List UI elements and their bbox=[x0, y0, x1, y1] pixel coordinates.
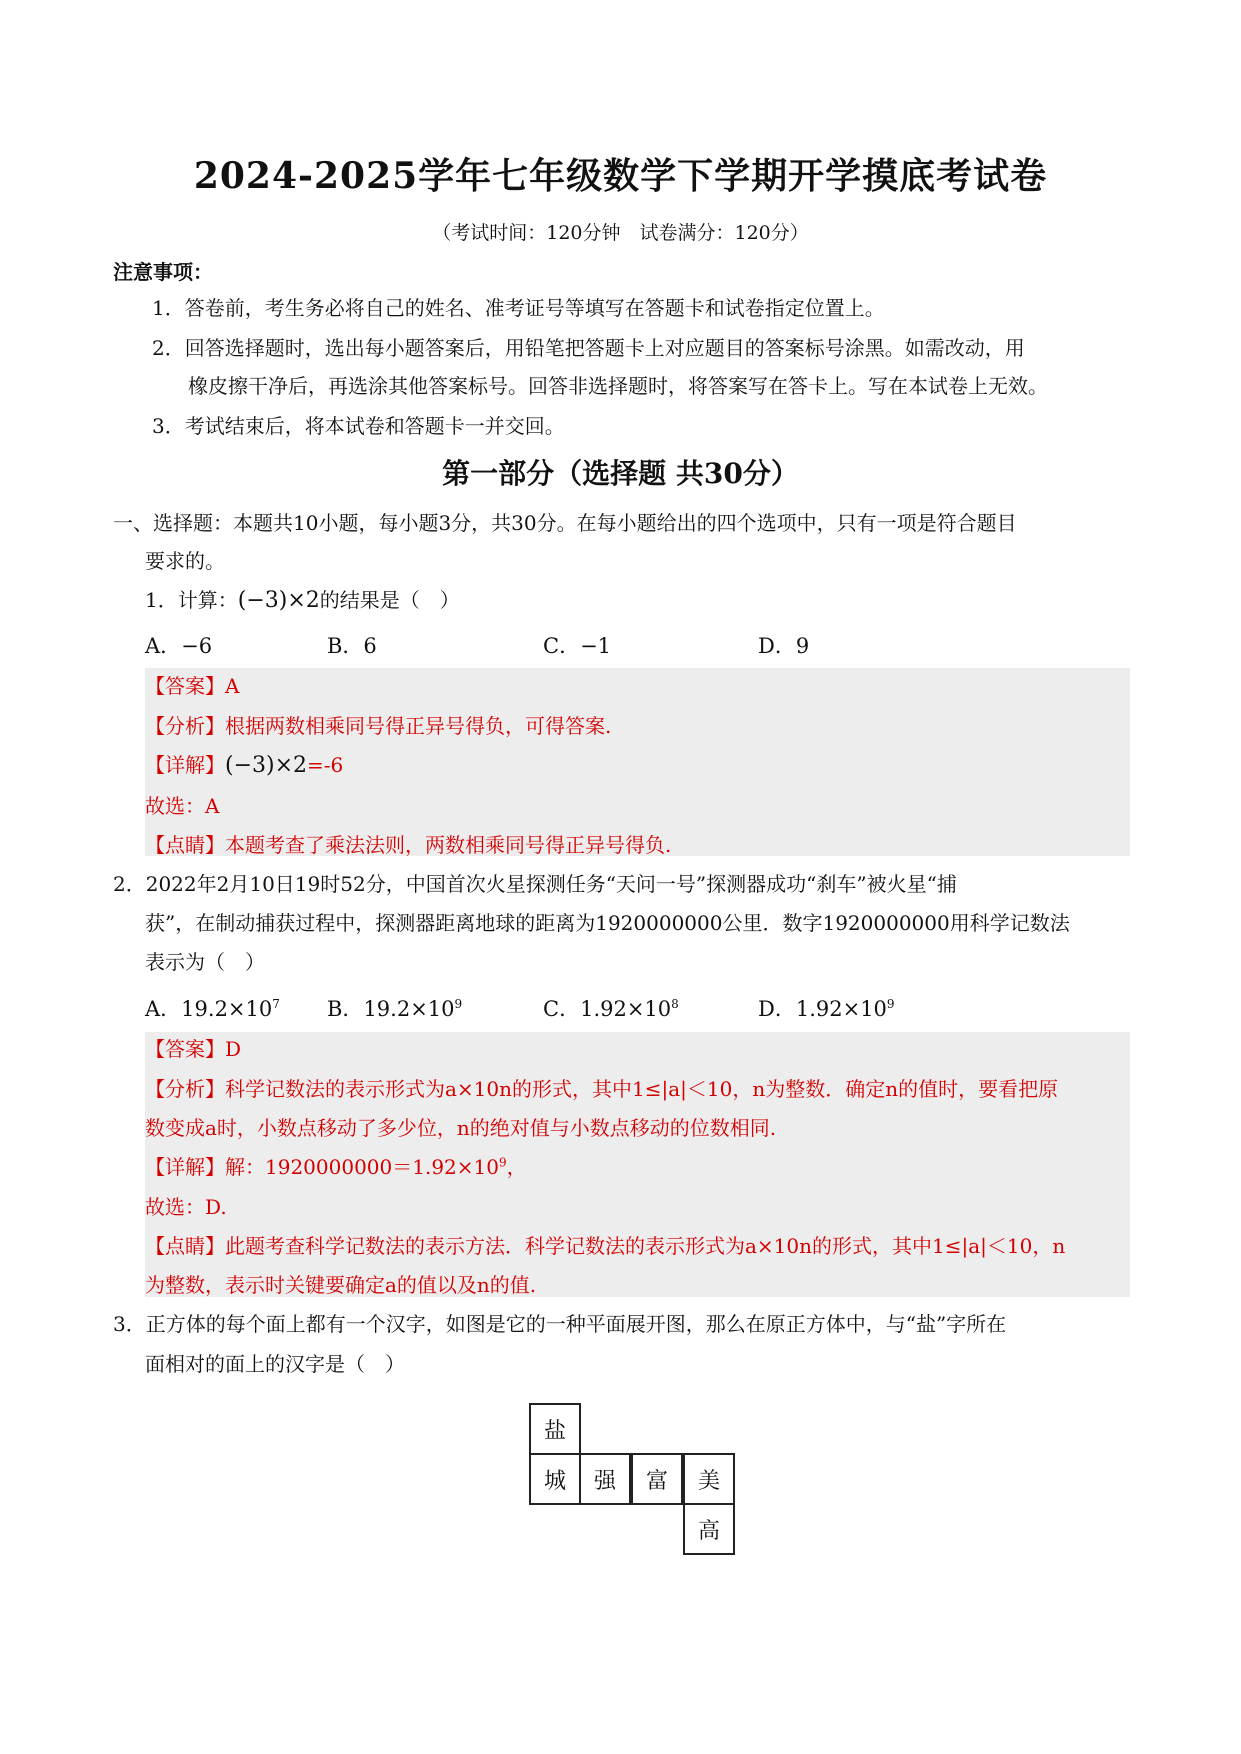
q1-option-d: D．9 bbox=[758, 634, 810, 658]
q2-option-d-exp: 9 bbox=[886, 997, 895, 1011]
q2-detail bbox=[145, 1153, 527, 1181]
q2-analysis-line1: 【分析】科学记数法的表示形式为a×10n的形式，其中1≤|a|＜10，n为整数．确定n的值时，要看把原 bbox=[145, 1077, 1059, 1101]
q2-choice: 故选：D. bbox=[145, 1195, 227, 1219]
part1-instruction: 一、选择题：本题共10小题，每小题3分，共30分。在每小题给出的四个选项中，只有一项是符合题目 bbox=[113, 511, 1017, 535]
q2-stem-line3: 表示为（ ） bbox=[145, 950, 265, 974]
net-cell-yan: 盐 bbox=[529, 1403, 581, 1455]
q1-stem-math: (−3)×2 bbox=[237, 588, 320, 613]
q2-stem-line1: 2．2022年2月10日19时52分，中国首次火星探测任务“天问一号”探测器成功“刹车”被火星“捕 bbox=[113, 872, 957, 896]
q1-option-a: A．−6 bbox=[145, 634, 213, 658]
q1-answer: 【答案】A bbox=[145, 674, 240, 698]
q2-option-a-base: 19.2×10 bbox=[181, 997, 273, 1021]
notice-item-1: 1．答卷前，考生务必将自己的姓名、准考证号等填写在答题卡和试卷指定位置上。 bbox=[152, 296, 885, 320]
q2-stem-line2: 获”，在制动捕获过程中，探测器距离地球的距离为1920000000公里．数字1920000000用科学记数法 bbox=[145, 911, 1070, 935]
net-cell-mei: 美 bbox=[683, 1453, 735, 1505]
q2-option-a-exp: 7 bbox=[272, 997, 280, 1011]
q2-option-b bbox=[327, 993, 462, 1023]
q1-stem-prefix: 1．计算： bbox=[145, 588, 238, 612]
q2-option-b-label: B． bbox=[327, 997, 364, 1021]
net-cell-gao: 高 bbox=[683, 1503, 735, 1555]
q1-stem-suffix: 的结果是（ ） bbox=[319, 588, 460, 612]
q2-option-b-base: 19.2×10 bbox=[363, 997, 455, 1021]
q2-option-d bbox=[758, 993, 895, 1023]
q2-analysis-line2: 数变成a时，小数点移动了多少位，n的绝对值与小数点移动的位数相同. bbox=[145, 1116, 777, 1140]
net-cell-qiang: 强 bbox=[579, 1453, 631, 1505]
q2-comment-line1: 【点睛】此题考查科学记数法的表示方法．科学记数法的表示形式为a×10n的形式，其中1≤|a|＜10，n bbox=[145, 1234, 1066, 1258]
q2-option-c bbox=[543, 993, 679, 1023]
notice-item-2-cont: 橡皮擦干净后，再选涂其他答案标号。回答非选择题时，将答案写在答卡上。写在本试卷上无效。 bbox=[188, 374, 1048, 398]
q2-option-c-exp: 8 bbox=[671, 997, 679, 1011]
q1-comment: 【点睛】本题考查了乘法法则，两数相乘同号得正异号得负. bbox=[145, 833, 672, 857]
notice-item-3: 3．考试结束后，将本试卷和答题卡一并交回。 bbox=[152, 414, 565, 438]
q2-option-d-label: D． bbox=[758, 997, 796, 1021]
q2-answer: 【答案】D bbox=[145, 1037, 242, 1061]
q2-comment-line2: 为整数，表示时关键要确定a的值以及n的值. bbox=[145, 1273, 537, 1297]
q2-option-a bbox=[145, 993, 280, 1023]
q1-detail-result: =-6 bbox=[307, 753, 344, 777]
q2-option-b-exp: 9 bbox=[454, 997, 463, 1011]
q3-stem-line2: 面相对的面上的汉字是（ ） bbox=[145, 1352, 405, 1376]
part1-instruction-cont: 要求的。 bbox=[145, 549, 225, 573]
exam-title: 2024-2025学年七年级数学下学期开学摸底考试卷 bbox=[193, 155, 1048, 197]
q2-detail-suffix: ， bbox=[506, 1155, 527, 1179]
q3-stem-line1: 3．正方体的每个面上都有一个汉字，如图是它的一种平面展开图，那么在原正方体中，与“盐”字所在 bbox=[113, 1312, 1007, 1336]
exam-subtitle: （考试时间：120分钟 试卷满分：120分） bbox=[432, 222, 809, 244]
notice-item-2: 2．回答选择题时，选出每小题答案后，用铅笔把答题卡上对应题目的答案标号涂黑。如需改动，用 bbox=[152, 336, 1025, 360]
q2-option-d-base: 1.92×10 bbox=[795, 997, 887, 1021]
q1-option-c: C．−1 bbox=[543, 634, 612, 658]
q1-detail bbox=[145, 751, 343, 780]
q1-detail-math: (−3)×2 bbox=[225, 753, 308, 778]
q1-analysis: 【分析】根据两数相乘同号得正异号得负，可得答案. bbox=[145, 714, 612, 738]
q2-detail-exp: 9 bbox=[498, 1155, 507, 1170]
q1-stem bbox=[145, 586, 460, 615]
q2-option-a-label: A． bbox=[145, 997, 182, 1021]
q2-option-c-base: 1.92×10 bbox=[580, 997, 672, 1021]
q2-option-c-label: C． bbox=[543, 997, 581, 1021]
notice-heading: 注意事项： bbox=[113, 260, 213, 284]
q1-choice: 故选：A bbox=[145, 794, 220, 818]
net-cell-fu: 富 bbox=[631, 1453, 683, 1505]
part1-title: 第一部分（选择题 共30分） bbox=[442, 457, 799, 490]
q1-detail-label: 【详解】 bbox=[145, 753, 225, 777]
q2-detail-text: 【详解】解：1920000000＝1.92×10 bbox=[145, 1155, 499, 1179]
q1-option-b: B．6 bbox=[327, 634, 377, 658]
net-cell-cheng: 城 bbox=[529, 1453, 581, 1505]
